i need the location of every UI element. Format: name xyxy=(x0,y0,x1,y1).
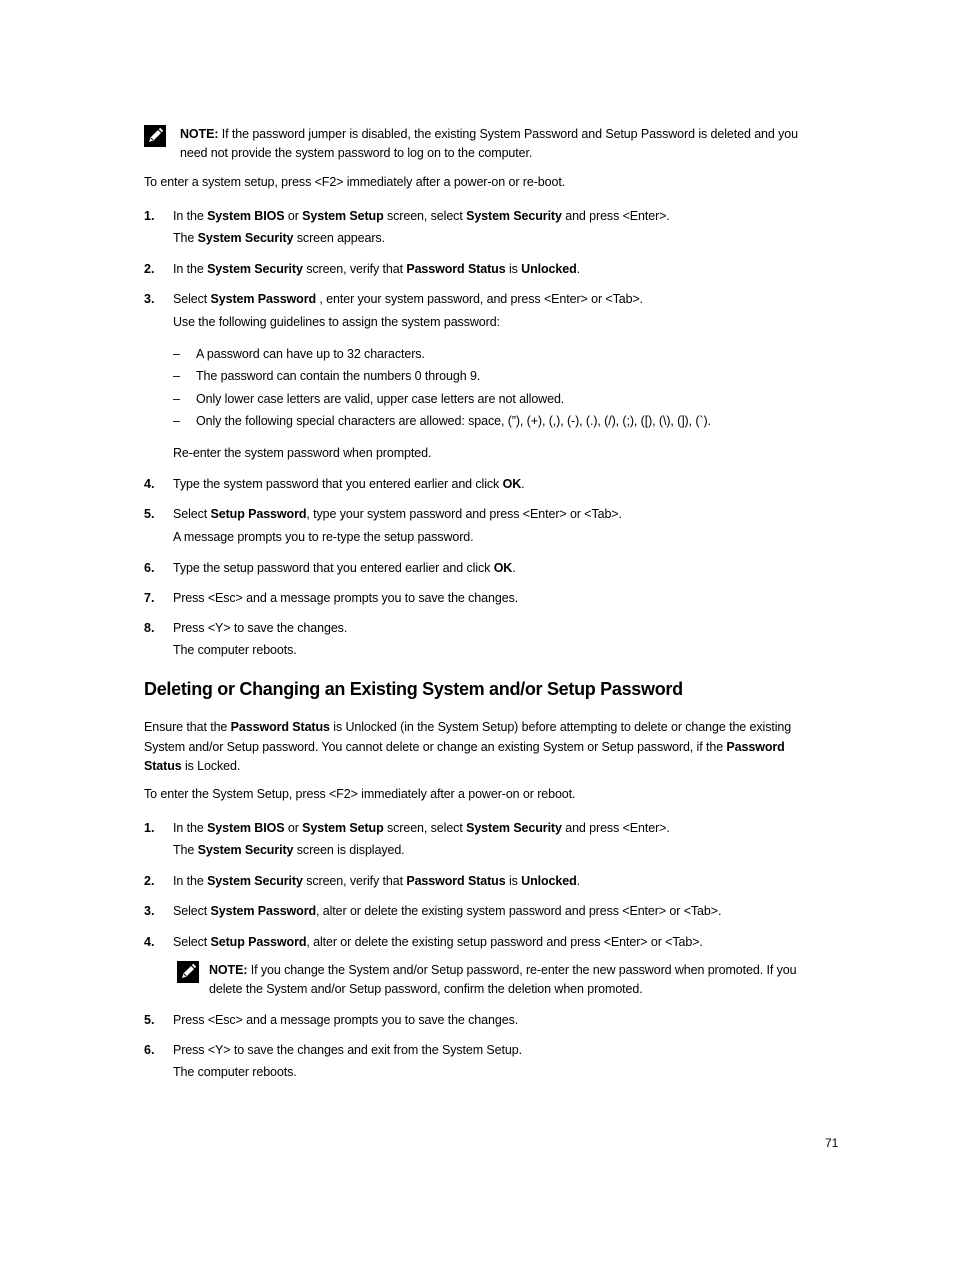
note-1-line-1 xyxy=(180,127,798,142)
note-text: If the password jumper is disabled, the existing System Password and Setup Password is deleted and you xyxy=(218,127,798,141)
step-text: Type the system password that you entered earlier and click OK. xyxy=(173,477,525,491)
note-pencil-icon xyxy=(177,961,199,983)
step-number: 5. xyxy=(144,1013,155,1027)
step-text: Press <Esc> and a message prompts you to save the changes. xyxy=(173,1013,519,1027)
step-number: 1. xyxy=(144,821,155,835)
step-number: 3. xyxy=(144,904,155,918)
step-text: Select Setup Password, alter or delete the existing setup password and press <Enter> or <Tab>. xyxy=(173,935,703,949)
bullet-dash: – xyxy=(173,369,180,383)
step-text: Select Setup Password, type your system password and press <Enter> or <Tab>. xyxy=(173,507,622,521)
intro-paragraph-1: To enter a system setup, press <F2> immediately after a power-on or re-boot. xyxy=(144,175,566,189)
step-number: 8. xyxy=(144,621,155,635)
step-number: 6. xyxy=(144,1043,155,1057)
step-number: 2. xyxy=(144,874,155,888)
section-heading: Deleting or Changing an Existing System and/or Setup Password xyxy=(144,679,683,699)
step-number: 7. xyxy=(144,591,155,605)
step-number: 4. xyxy=(144,477,155,491)
intro-paragraph-2: To enter the System Setup, press <F2> immediately after a power-on or reboot. xyxy=(144,787,576,801)
step-text: Press <Esc> and a message prompts you to save the changes. xyxy=(173,591,519,605)
step-text: Press <Y> to save the changes and exit from the System Setup. xyxy=(173,1043,522,1057)
note-label: NOTE: xyxy=(180,127,219,141)
paragraph-line: System and/or Setup password. You cannot delete or change an existing System or Setup password, if the Password xyxy=(144,740,785,754)
step-subtext: Re-enter the system password when prompted. xyxy=(173,446,432,460)
step-number: 6. xyxy=(144,561,155,575)
step-subtext: Use the following guidelines to assign the system password: xyxy=(173,315,500,329)
bullet-item: The password can contain the numbers 0 through 9. xyxy=(196,369,481,383)
step-subtext: The System Security screen appears. xyxy=(173,231,385,245)
step-subtext: The System Security screen is displayed. xyxy=(173,843,405,857)
step-number: 3. xyxy=(144,292,155,306)
note-1-line-2: need not provide the system password to log on to the computer. xyxy=(180,146,533,160)
bullet-item: Only lower case letters are valid, upper case letters are not allowed. xyxy=(196,392,565,406)
bullet-item: A password can have up to 32 characters. xyxy=(196,347,425,361)
step-number: 1. xyxy=(144,209,155,223)
bullet-dash: – xyxy=(173,347,180,361)
step-text: In the System Security screen, verify that Password Status is Unlocked. xyxy=(173,262,580,276)
paragraph-line: Status is Locked. xyxy=(144,759,241,773)
paragraph-line: Ensure that the Password Status is Unlocked (in the System Setup) before attempting to delete or change the existing xyxy=(144,720,792,734)
step-subtext: The computer reboots. xyxy=(173,1065,297,1079)
step-text: In the System Security screen, verify that Password Status is Unlocked. xyxy=(173,874,580,888)
note-label: NOTE: xyxy=(209,963,248,977)
note-2-line-2: delete the System and/or Setup password, confirm the deletion when promoted. xyxy=(209,982,643,996)
step-number: 5. xyxy=(144,507,155,521)
page-number: 71 xyxy=(825,1136,839,1150)
step-number: 4. xyxy=(144,935,155,949)
step-text: Select System Password , enter your system password, and press <Enter> or <Tab>. xyxy=(173,292,644,306)
step-subtext: A message prompts you to re-type the setup password. xyxy=(173,530,474,544)
step-text: Select System Password, alter or delete the existing system password and press <Enter> or <Tab>. xyxy=(173,904,722,918)
note-pencil-icon xyxy=(144,125,166,147)
step-subtext: The computer reboots. xyxy=(173,643,297,657)
step-text: In the System BIOS or System Setup screen, select System Security and press <Enter>. xyxy=(173,821,670,835)
bullet-item: Only the following special characters are allowed: space, (”), (+), (,), (-), (.), (/), (;), ([), (\), (]), (`). xyxy=(196,414,711,428)
note-text: If you change the System and/or Setup password, re-enter the new password when promoted. If you xyxy=(247,963,797,977)
note-2-line-1 xyxy=(209,963,796,978)
bullet-dash: – xyxy=(173,392,180,406)
step-text: Type the setup password that you entered earlier and click OK. xyxy=(173,561,516,575)
step-text: Press <Y> to save the changes. xyxy=(173,621,348,635)
step-text: In the System BIOS or System Setup screen, select System Security and press <Enter>. xyxy=(173,209,670,223)
bullet-dash: – xyxy=(173,414,180,428)
step-number: 2. xyxy=(144,262,155,276)
